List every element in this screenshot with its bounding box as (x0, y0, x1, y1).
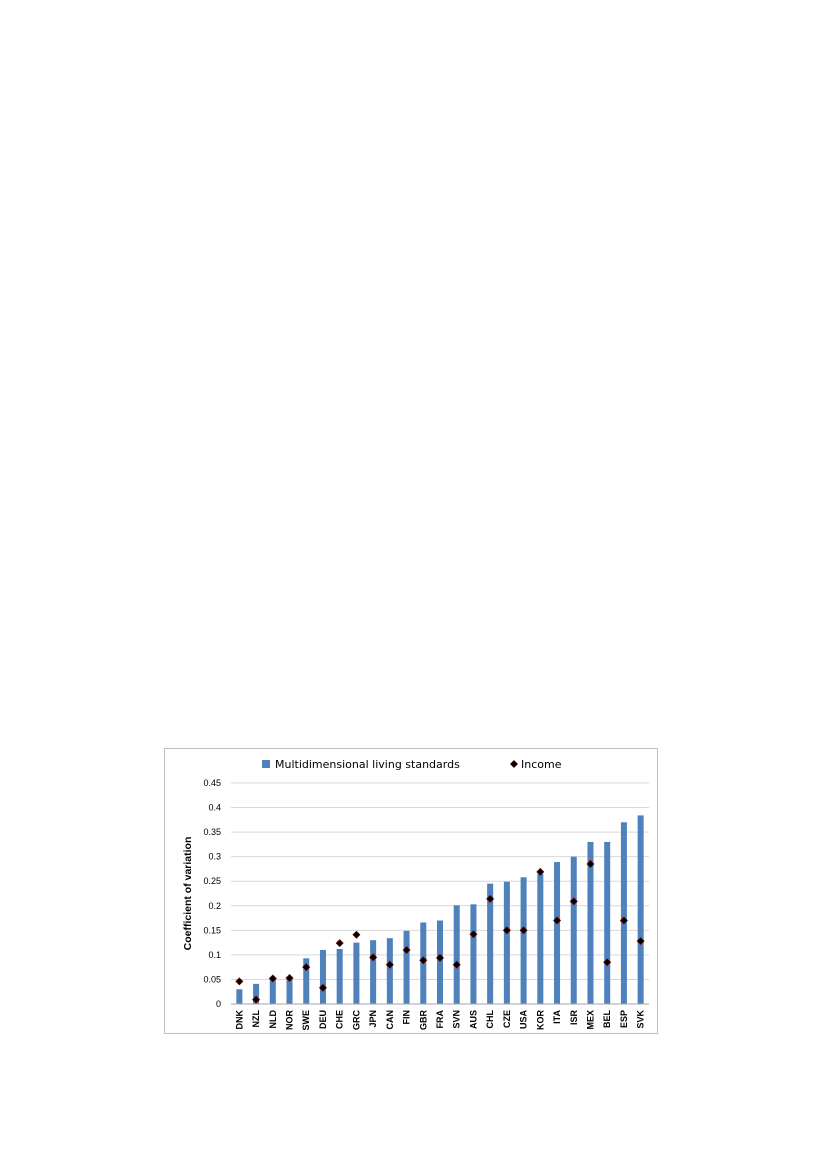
x-tick-label: SVN (451, 1010, 462, 1029)
bar (638, 815, 644, 1004)
y-axis-title: Coefficient of variation (182, 836, 194, 951)
x-tick-label: USA (518, 1010, 529, 1030)
x-tick-label: MEX (585, 1010, 596, 1030)
y-tick-label: 0.1 (208, 949, 221, 960)
income-marker (236, 978, 243, 985)
x-tick-label: DNK (234, 1010, 245, 1030)
x-tick-label: NOR (284, 1010, 295, 1030)
bar (454, 905, 460, 1004)
bar (353, 943, 359, 1004)
x-tick-label: BEL (602, 1010, 613, 1028)
x-tick-label: ISR (568, 1010, 579, 1026)
income-marker (336, 940, 343, 947)
x-tick-label: CHL (485, 1010, 496, 1029)
bar (320, 950, 326, 1004)
x-tick-label: NZL (251, 1010, 262, 1028)
x-tick-label: SVK (635, 1010, 646, 1029)
legend (262, 758, 562, 771)
x-tick-label: NLD (267, 1010, 278, 1029)
legend-income-label: Income (521, 758, 562, 771)
y-tick-label: 0.35 (203, 827, 221, 838)
bar (404, 931, 410, 1004)
bar (370, 940, 376, 1004)
income-marker (353, 931, 360, 938)
bar (387, 938, 393, 1004)
y-tick-label: 0.45 (203, 778, 221, 788)
bar (504, 882, 510, 1004)
y-tick-label: 0.2 (208, 900, 221, 911)
x-tick-label: CAN (384, 1010, 395, 1030)
bar-series (236, 815, 643, 1004)
x-tick-label: FRA (435, 1010, 445, 1029)
bar (470, 904, 476, 1004)
y-tick-label: 0 (215, 999, 221, 1009)
y-tick-label: 0.4 (208, 802, 221, 813)
x-tick-label: GRC (351, 1010, 362, 1030)
bar (521, 877, 527, 1004)
x-axis-labels (234, 1009, 645, 1030)
y-tick-label: 0.3 (208, 851, 221, 862)
x-tick-label: CZE (501, 1010, 512, 1028)
y-tick-label: 0.05 (203, 974, 221, 985)
legend-bar-label: Multidimensional living standards (275, 758, 460, 771)
legend-bar-swatch (262, 760, 270, 768)
bar (337, 949, 343, 1004)
x-tick-label: DEU (317, 1010, 328, 1030)
bar (437, 921, 443, 1004)
x-tick-label: CHE (334, 1010, 345, 1030)
x-tick-label: FIN (401, 1010, 412, 1025)
x-tick-label: ESP (618, 1010, 629, 1029)
bar (554, 862, 560, 1004)
x-tick-label: GBR (418, 1010, 429, 1030)
y-tick-label: 0.15 (203, 925, 221, 936)
bar (604, 842, 610, 1004)
bar (287, 978, 293, 1004)
chart-svg (165, 749, 659, 1035)
x-tick-label: JPN (368, 1010, 379, 1028)
x-tick-label: ITA (552, 1010, 563, 1024)
bar (537, 874, 543, 1004)
legend-income-marker (510, 760, 517, 767)
y-tick-label: 0.25 (203, 876, 221, 887)
y-axis-ticks (203, 778, 221, 1009)
x-tick-label: AUS (468, 1010, 479, 1030)
x-tick-label: KOR (535, 1010, 546, 1030)
bar (571, 857, 577, 1004)
bar (621, 822, 627, 1004)
x-tick-label: SWE (301, 1010, 312, 1031)
chart-frame (164, 748, 658, 1034)
bar (236, 989, 242, 1004)
